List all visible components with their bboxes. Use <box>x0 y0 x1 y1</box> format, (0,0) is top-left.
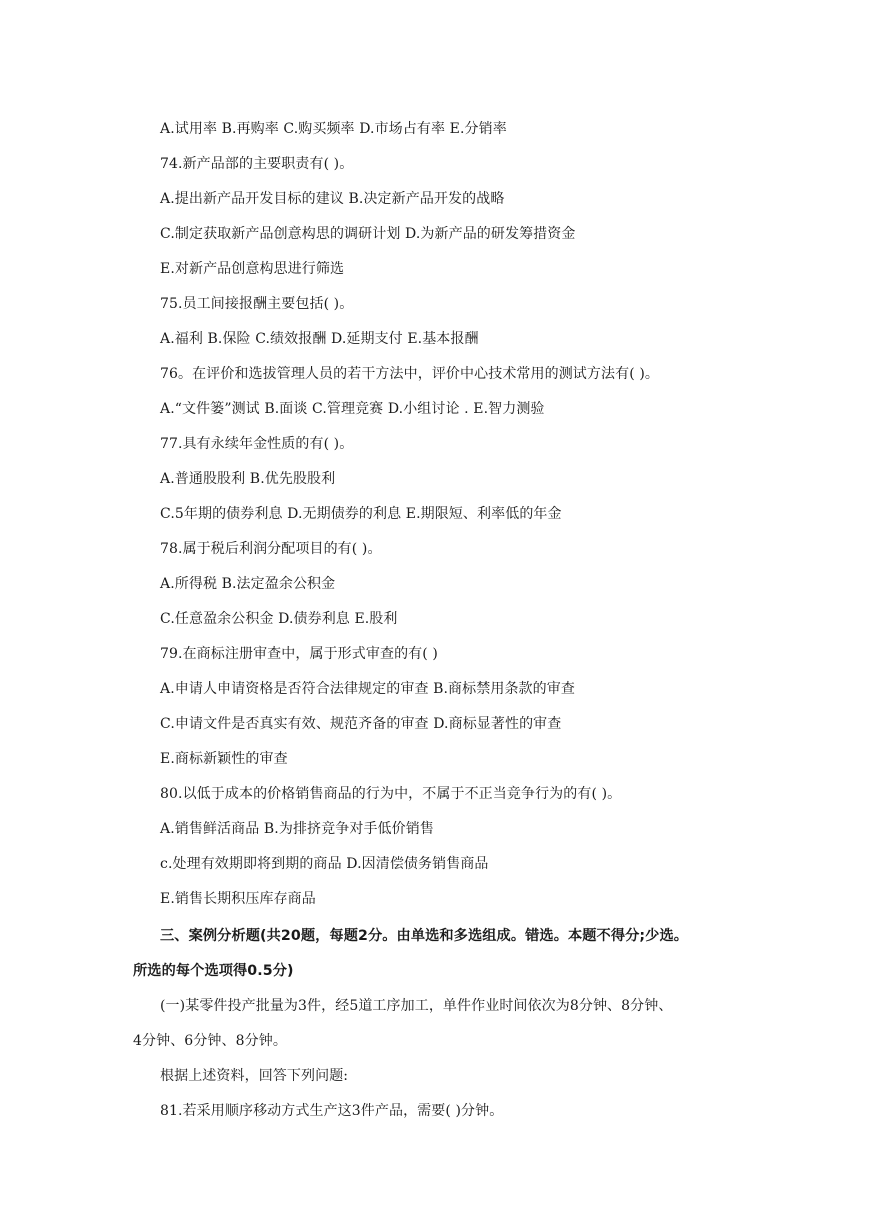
answer-options-80-cd: c.处理有效期即将到期的商品 D.因清偿债务销售商品 <box>160 856 489 872</box>
question-81: 81.若采用顺序移动方式生产这3件产品，需要( )分钟。 <box>160 1103 504 1119</box>
answer-options-79-ab: A.申请人申请资格是否符合法律规定的审查 B.商标禁用条款的审查 <box>160 681 575 697</box>
answer-options-74-cd: C.制定获取新产品创意构思的调研计划 D.为新产品的研发筹措资金 <box>160 226 576 242</box>
question-80: 80.以低于成本的价格销售商品的行为中，不属于不正当竞争行为的有( )。 <box>160 786 622 802</box>
question-77: 77.具有永续年金性质的有( )。 <box>160 436 354 452</box>
answer-options-78-ab: A.所得税 B.法定盈余公积金 <box>160 576 336 592</box>
answer-options-78-cde: C.任意盈余公积金 D.债券利息 E.股利 <box>160 611 398 627</box>
question-76: 76。在评价和选拔管理人员的若干方法中，评价中心技术常用的测试方法有( )。 <box>160 366 659 382</box>
case-prompt: 根据上述资料，回答下列问题: <box>160 1068 349 1084</box>
answer-options-79-e: E.商标新颖性的审查 <box>160 751 288 767</box>
question-74: 74.新产品部的主要职责有( )。 <box>160 156 354 172</box>
question-79: 79.在商标注册审查中，属于形式审查的有( ) <box>160 646 438 662</box>
answer-options-80-ab: A.销售鲜活商品 B.为排挤竞争对手低价销售 <box>160 821 434 837</box>
answer-options-75: A.福利 B.保险 C.绩效报酬 D.延期支付 E.基本报酬 <box>160 331 479 347</box>
case-intro: (一)某零件投产批量为3件，经5道工序加工，单件作业时间依次为8分钟、8分钟、 <box>160 998 673 1014</box>
section-heading: 三、案例分析题(共20题，每题2分。由单选和多选组成。错选。本题不得分;少选。 <box>160 928 689 944</box>
case-intro-continued: 4分钟、6分钟、8分钟。 <box>133 1033 287 1049</box>
question-75: 75.员工间接报酬主要包括( )。 <box>160 296 354 312</box>
answer-options-77-cde: C.5年期的债券利息 D.无期债券的利息 E.期限短、利率低的年金 <box>160 506 562 522</box>
answer-options-79-cd: C.申请文件是否真实有效、规范齐备的审查 D.商标显著性的审查 <box>160 716 562 732</box>
question-78: 78.属于税后利润分配项目的有( )。 <box>160 541 382 557</box>
answer-options-80-e: E.销售长期积压库存商品 <box>160 891 316 907</box>
section-heading-continued: 所选的每个选项得0.5分) <box>133 963 294 979</box>
answer-options-74-e: E.对新产品创意构思进行筛选 <box>160 261 345 277</box>
answer-options-74-ab: A.提出新产品开发目标的建议 B.决定新产品开发的战略 <box>160 191 505 207</box>
answer-options-77-ab: A.普通股股利 B.优先股股利 <box>160 471 336 487</box>
answer-options-76: A.“文件篓”测试 B.面谈 C.管理竞赛 D.小组讨论 . E.智力测验 <box>160 401 545 417</box>
answer-options-73: A.试用率 B.再购率 C.购买频率 D.市场占有率 E.分销率 <box>160 121 507 137</box>
